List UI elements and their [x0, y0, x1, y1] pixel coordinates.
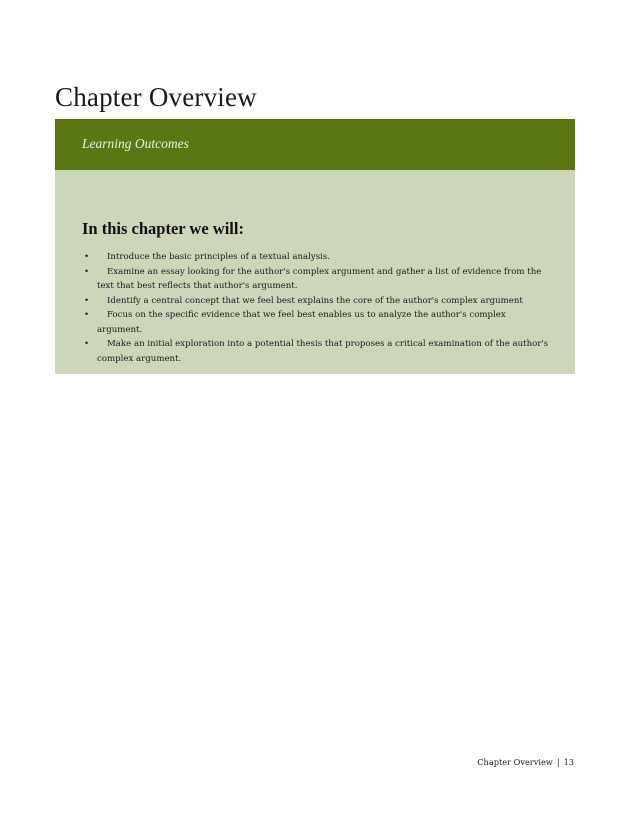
- learning-outcomes-list: [83, 250, 553, 366]
- footer-separator: |: [556, 757, 560, 767]
- list-item: [83, 250, 553, 265]
- learning-outcomes-header-text: Learning Outcomes: [82, 136, 189, 151]
- page-number: 13: [563, 757, 574, 767]
- bullet-icon: •: [84, 266, 90, 277]
- list-item: [83, 308, 553, 337]
- list-item: [83, 294, 553, 309]
- bullet-icon: •: [84, 295, 90, 306]
- footer-section-title: Chapter Overview: [477, 757, 553, 767]
- bullet-icon: •: [84, 339, 90, 349]
- learning-outcomes-subheading: In this chapter we will:: [82, 218, 244, 238]
- list-item: [83, 265, 553, 294]
- learning-outcomes-box: [55, 119, 575, 374]
- list-item-text: Identify a central concept that we feel best explains the core of the author's complex argument: [107, 295, 523, 306]
- bullet-icon: •: [84, 252, 90, 262]
- bullet-icon: •: [84, 310, 90, 320]
- list-item-text: Introduce the basic principles of a textual analysis.: [107, 252, 331, 262]
- list-item-text: Examine an essay looking for the author's complex argument and gather a list of evidence from the text that best reflects that author's argument.: [97, 266, 542, 291]
- page-title: Chapter Overview: [55, 82, 257, 113]
- page-footer: [477, 757, 574, 767]
- list-item: [83, 337, 553, 366]
- list-item-text: Make an initial exploration into a potential thesis that proposes a critical examination of the author's complex argument.: [97, 339, 549, 364]
- learning-outcomes-header: [55, 119, 575, 170]
- list-item-text: Focus on the specific evidence that we feel best enables us to analyze the author's complex argument.: [97, 310, 506, 335]
